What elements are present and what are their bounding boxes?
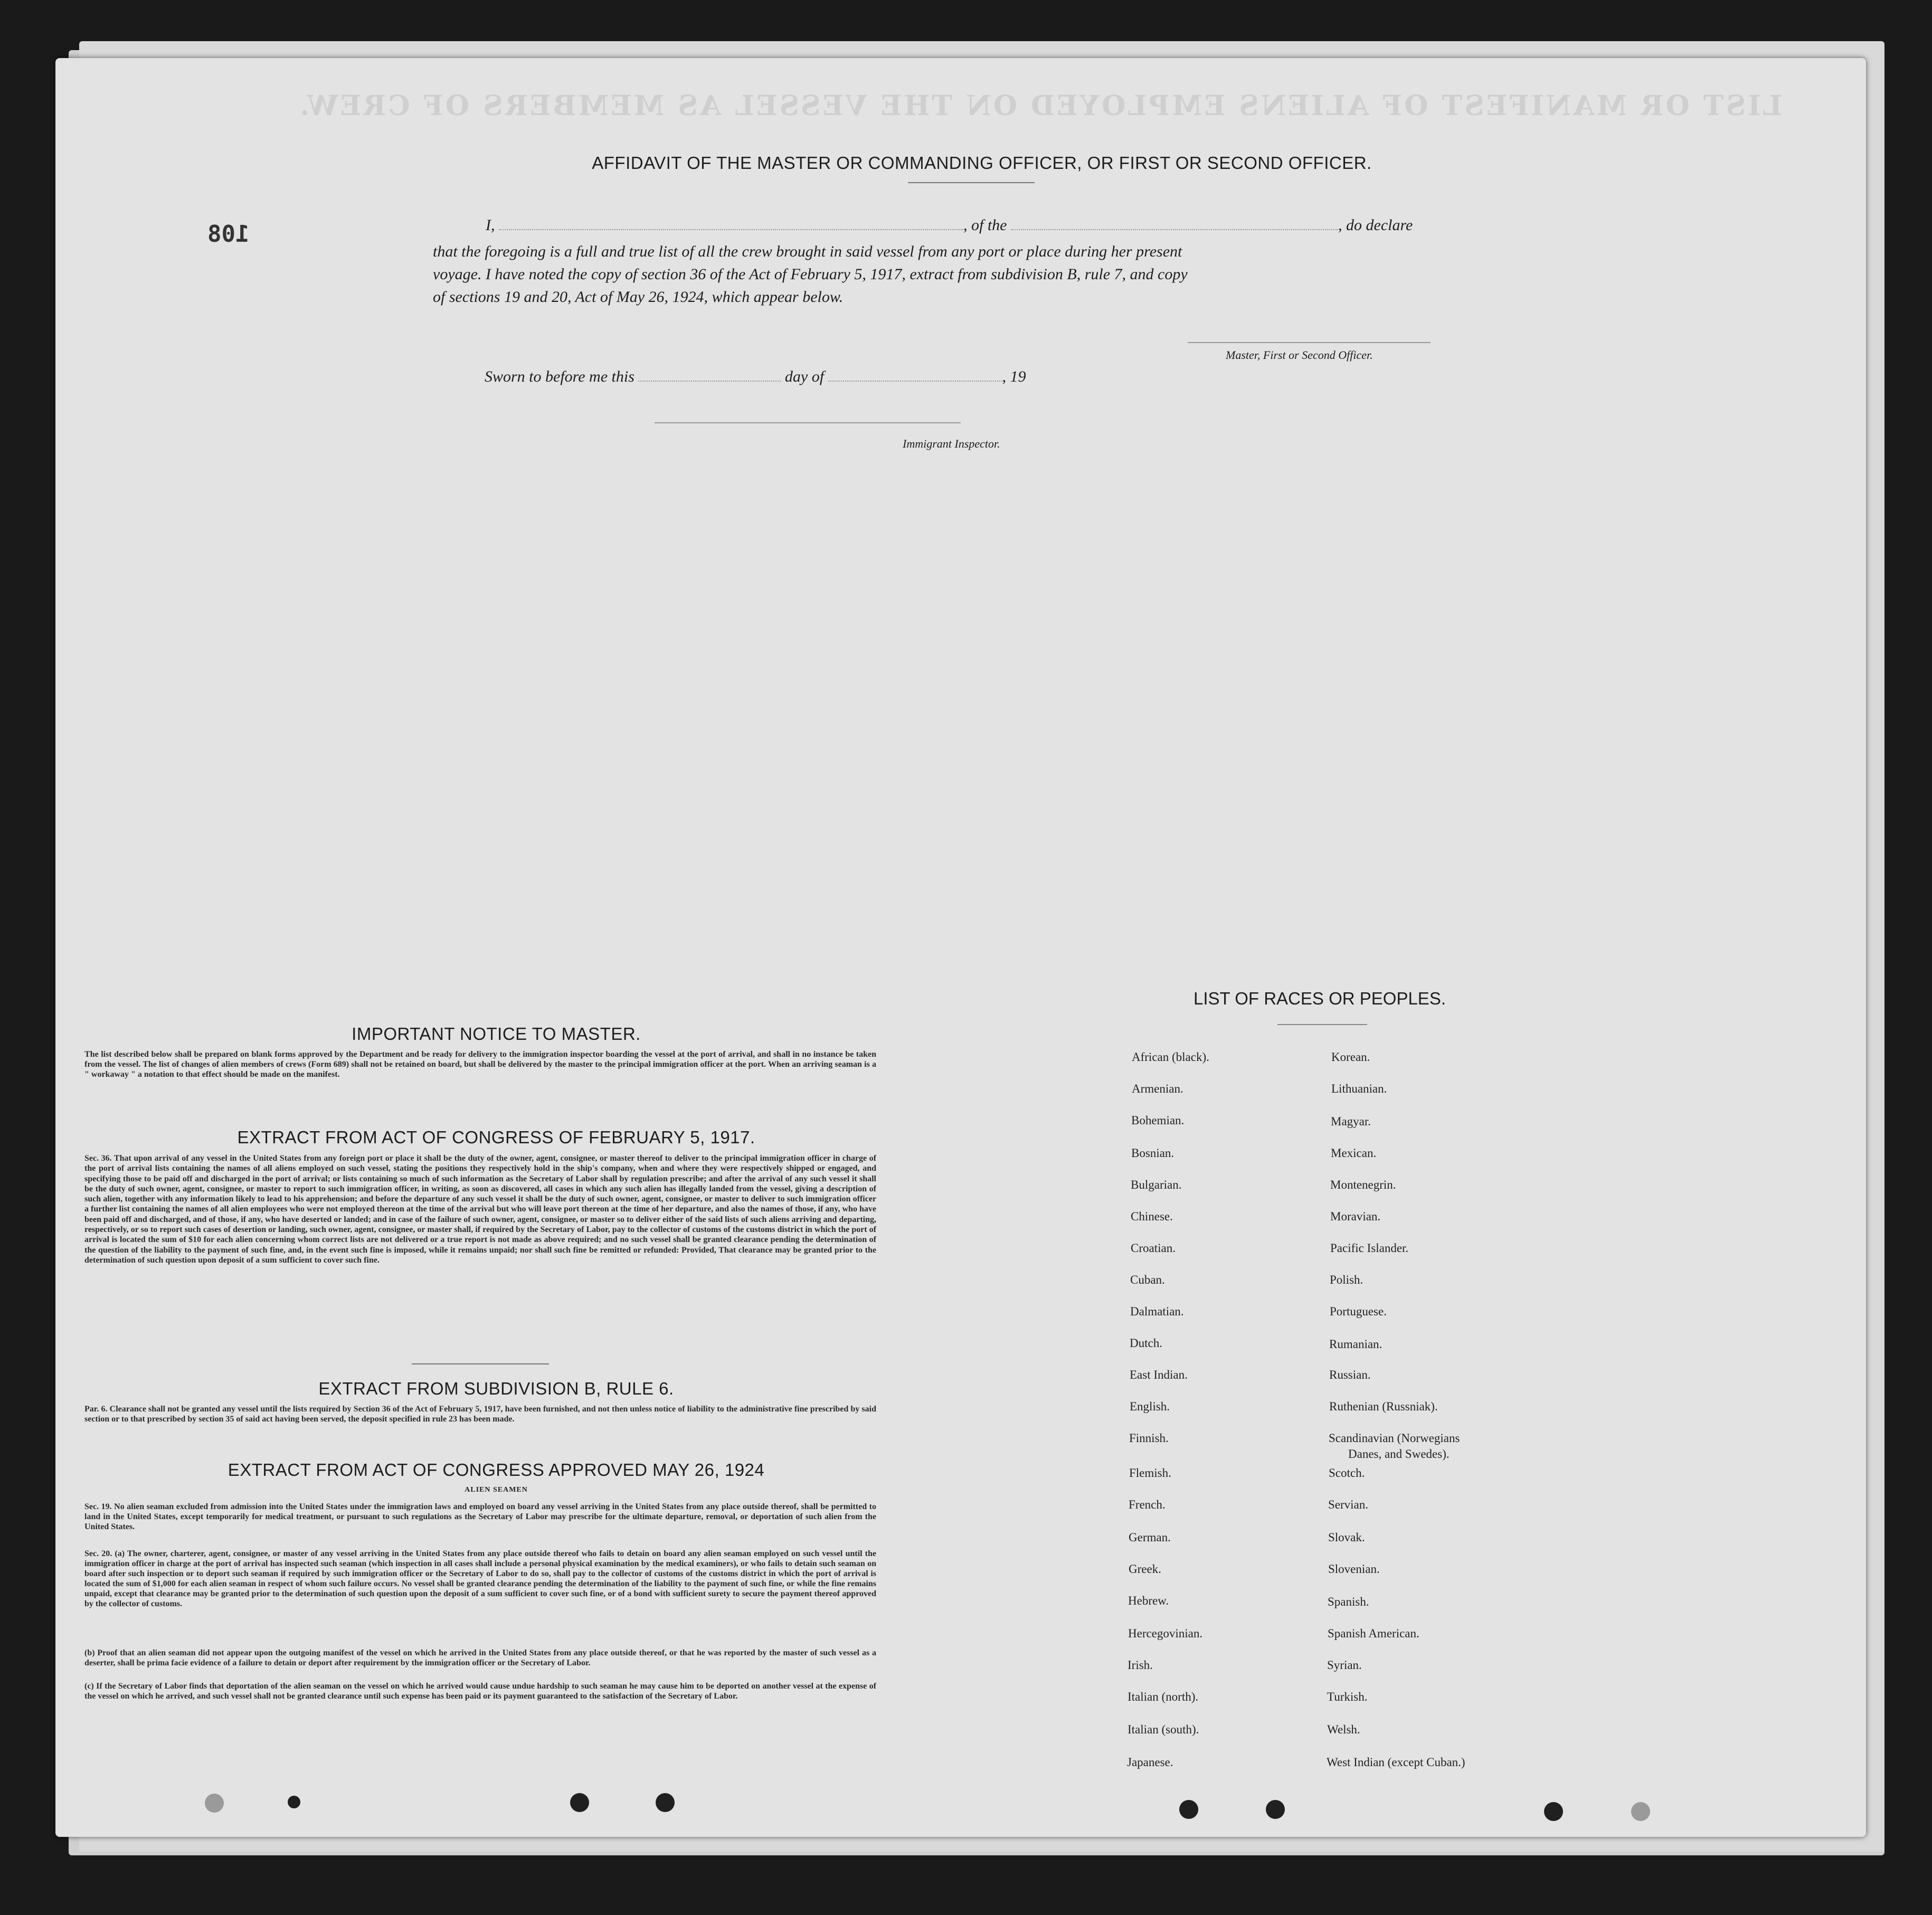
extract-1917-title: EXTRACT FROM ACT OF CONGRESS OF FEBRUARY 5, 1917. bbox=[237, 1127, 755, 1147]
punch-hole bbox=[1179, 1800, 1198, 1819]
divider bbox=[412, 1363, 549, 1364]
affidavit-line-3: voyage. I have noted the copy of section 36 of the Act of February 5, 1917, extract from subdivision B, rule 7, and copy bbox=[433, 266, 1188, 283]
extract-rule6-title: EXTRACT FROM SUBDIVISION B, RULE 6. bbox=[318, 1379, 674, 1398]
affidavit-line-4: of sections 19 and 20, Act of May 26, 1924, which appear below. bbox=[433, 288, 844, 306]
notice-title: IMPORTANT NOTICE TO MASTER. bbox=[352, 1024, 641, 1044]
race-entry: Slovenian. bbox=[1328, 1562, 1380, 1576]
race-entry: Italian (north). bbox=[1128, 1690, 1199, 1703]
sworn-month-field[interactable] bbox=[828, 369, 1002, 382]
divider bbox=[908, 182, 1035, 183]
master-label: Master, First or Second Officer. bbox=[1226, 348, 1373, 362]
race-entry: Hercegovinian. bbox=[1128, 1627, 1203, 1640]
vessel-name-field[interactable] bbox=[1011, 217, 1338, 230]
bleed-through-title: LIST OR MANIFEST OF ALIENS EMPLOYED ON THE VESSEL AS MEMBERS OF CREW. bbox=[298, 90, 1782, 122]
race-entry: Hebrew. bbox=[1128, 1594, 1169, 1607]
master-signature-line[interactable] bbox=[1188, 342, 1431, 343]
punch-hole bbox=[288, 1796, 300, 1808]
race-entry: Armenian. bbox=[1132, 1082, 1183, 1095]
race-entry: Chinese. bbox=[1131, 1210, 1173, 1223]
race-entry: Croatian. bbox=[1131, 1241, 1176, 1255]
page-number: 108 bbox=[207, 221, 250, 248]
race-entry: Greek. bbox=[1129, 1562, 1161, 1576]
inspector-signature-line[interactable] bbox=[655, 422, 961, 423]
race-entry: Spanish American. bbox=[1328, 1627, 1419, 1640]
race-entry: Bulgarian. bbox=[1131, 1178, 1182, 1191]
race-entry: Cuban. bbox=[1130, 1273, 1165, 1286]
race-entry: Dutch. bbox=[1130, 1336, 1162, 1350]
race-entry: Flemish. bbox=[1129, 1466, 1171, 1480]
punch-hole bbox=[205, 1794, 224, 1813]
race-entry: German. bbox=[1129, 1531, 1171, 1544]
extract-1924-title: EXTRACT FROM ACT OF CONGRESS APPROVED MAY 26, 1924 bbox=[228, 1460, 765, 1480]
declarant-name-field[interactable] bbox=[499, 217, 963, 230]
year-label: , 19 bbox=[1002, 368, 1026, 385]
race-entry: Montenegrin. bbox=[1330, 1178, 1396, 1191]
punch-hole bbox=[1266, 1800, 1285, 1819]
affidavit-title: AFFIDAVIT OF THE MASTER OR COMMANDING OFFICER, OR FIRST OR SECOND OFFICER. bbox=[592, 153, 1372, 173]
race-entry: Bohemian. bbox=[1131, 1114, 1185, 1127]
affidavit-line-1 bbox=[486, 216, 1413, 234]
races-title: LIST OF RACES OR PEOPLES. bbox=[1193, 989, 1446, 1008]
race-entry: East Indian. bbox=[1130, 1368, 1188, 1381]
race-entry: Finnish. bbox=[1129, 1431, 1169, 1445]
race-entry: Mexican. bbox=[1331, 1146, 1377, 1160]
sworn-line bbox=[485, 368, 1026, 386]
extract-1917-body: Sec. 36. That upon arrival of any vessel in the United States from any foreign port or place it shall be the duty of the owner, agent, consignee, or master thereof to deliver to the principal immigration officer in charge of the port of arrival lists containing the names of all aliens employed on such vessel, stating the positions they respectively hold in the ship's company, when and where they were respectively shipped or engaged, and specifying those to be paid off and discharged in the port of arrival; or lists containing so much of such information as the Secretary of Labor shall by regulation prescribe; and after the arrival of any such vessel it shall be the duty of such owner, agent, consignee, or master to report to such immigration officer, in writing, as soon as discovered, all cases in which any such alien has illegally landed from the vessel, giving a description of such alien, together with any information likely to lead to his apprehension; and before the departure of any such vessel it shall be the duty of such owner, agent, consignee, or master to deliver to such immigration officer a further list containing the names of all alien employees who were not employed thereon at the time of the arrival but who will leave port thereon at the time of her departure, and also the names of those, if any, who have been paid off and discharged, and of those, if any, who have deserted or landed; and in case of the failure of such owner, agent, consignee, or master so to deliver either of the said lists of such aliens arriving and departing, respectively, or so to report such cases of desertion or landing, such owner, agent, consignee, or master shall, if required by the Secretary of Labor, pay to the collector of customs of the customs district in which the port of arrival is located the sum of $10 for each alien concerning whom correct lists are not delivered or a true report is not made as above required; and no such vessel shall be granted clearance pending the determination of the question of the liability to the payment of such fine, and, in the event such fine is imposed, while it remains unpaid; nor shall such fine be remitted or refunded: Provided, That clearance may be granted prior to the determination of such question upon deposit of a sum sufficient to cover such fine. bbox=[84, 1154, 876, 1265]
race-entry: Spanish. bbox=[1328, 1595, 1369, 1608]
race-entry: Japanese. bbox=[1127, 1756, 1173, 1769]
race-entry: English. bbox=[1130, 1400, 1170, 1413]
race-entry: West Indian (except Cuban.) bbox=[1327, 1756, 1465, 1769]
sworn-day-field[interactable] bbox=[638, 369, 781, 382]
race-entry: Ruthenian (Russniak). bbox=[1329, 1400, 1438, 1413]
day-of-label: day of bbox=[784, 368, 825, 385]
sec20c-body: (c) If the Secretary of Labor finds that deportation of the alien seaman on the vessel on which he arrived would cause undue hardship to such seaman he may cause him to be deported on another vessel at the expense of the vessel on which he arrived, and such vessel shall not be granted clearance until such expense has been paid or its payment guaranteed to the satisfaction of the Secretary of Labor. bbox=[84, 1682, 876, 1701]
notice-body: The list described below shall be prepared on blank forms approved by the Department and be ready for delivery to the immigration inspector boarding the vessel at the port of arrival, and shall in no instance be taken from the vessel. The list of changes of alien members of crews (Form 689) shall not be retained on board, but shall be delivered by the master to the principal immigration officer at the port. When an arriving seaman is a " workaway " a notation to that effect should be made on the manifest. bbox=[84, 1050, 876, 1079]
race-entry: Scotch. bbox=[1329, 1466, 1365, 1480]
punch-hole bbox=[1631, 1802, 1650, 1821]
race-entry: Magyar. bbox=[1331, 1115, 1371, 1128]
vessel-label: , of the bbox=[963, 216, 1007, 234]
race-entry: Portuguese. bbox=[1330, 1305, 1387, 1318]
sec19-body: Sec. 19. No alien seaman excluded from admission into the United States under the immigration laws and employed on board any vessel arriving in the United States from any place outside thereof, shall be permitted to land in the United States, except temporarily for medical treatment, or pursuant to such regulations as the Secretary of Labor may prescribe for the ultimate departure, removal, or deportation of such alien from the United States. bbox=[84, 1502, 876, 1531]
race-entry: Lithuanian. bbox=[1331, 1082, 1387, 1095]
affidavit-line-2: that the foregoing is a full and true list of all the crew brought in said vessel from any port or place during her present bbox=[433, 243, 1182, 260]
race-entry: Slovak. bbox=[1328, 1531, 1365, 1544]
race-entry: Italian (south). bbox=[1128, 1723, 1199, 1736]
punch-hole bbox=[656, 1793, 675, 1812]
sworn-label: Sworn to before me this bbox=[485, 368, 634, 385]
race-entry: African (black). bbox=[1132, 1050, 1209, 1064]
race-entry: Polish. bbox=[1330, 1273, 1363, 1286]
race-entry: Bosnian. bbox=[1131, 1146, 1175, 1160]
race-entry: Turkish. bbox=[1327, 1690, 1368, 1703]
race-entry: Korean. bbox=[1331, 1050, 1370, 1064]
alien-seamen-subtitle: ALIEN SEAMEN bbox=[465, 1486, 528, 1494]
race-entry: Dalmatian. bbox=[1130, 1305, 1184, 1318]
punch-hole bbox=[570, 1793, 589, 1812]
extract-rule6-body: Par. 6. Clearance shall not be granted any vessel until the lists required by Section 36 of the Act of February 5, 1917, have been furnished, and not then unless notice of liability to the administrative fine prescribed by said section or to that prescribed by section 35 of said act having been served, the deposit specified in rule 23 has been made. bbox=[84, 1405, 876, 1424]
race-entry: Irish. bbox=[1128, 1658, 1153, 1672]
race-entry: Servian. bbox=[1328, 1498, 1369, 1511]
inspector-label: Immigrant Inspector. bbox=[903, 437, 1000, 450]
race-entry: Scandinavian (Norwegians bbox=[1329, 1431, 1460, 1445]
race-entry: Welsh. bbox=[1327, 1723, 1360, 1736]
race-entry: Moravian. bbox=[1330, 1210, 1381, 1223]
race-entry: Pacific Islander. bbox=[1330, 1241, 1409, 1255]
punch-hole bbox=[1544, 1802, 1563, 1821]
race-entry: Rumanian. bbox=[1329, 1338, 1382, 1351]
race-entry: Danes, and Swedes). bbox=[1348, 1447, 1450, 1461]
declarant-label: I, bbox=[486, 216, 495, 234]
divider bbox=[1277, 1024, 1367, 1025]
declare-label: , do declare bbox=[1338, 216, 1413, 234]
race-entry: Russian. bbox=[1329, 1368, 1371, 1381]
race-entry: French. bbox=[1129, 1498, 1166, 1511]
race-entry: Syrian. bbox=[1327, 1658, 1362, 1672]
sec20b-body: (b) Proof that an alien seaman did not appear upon the outgoing manifest of the vessel on which he arrived in the United States from any place outside thereof, or that he was reported by the master of such vessel as a deserter, shall be prima facie evidence of a failure to detain or deport after requirement by the immigration officer or the Secretary of Labor. bbox=[84, 1648, 876, 1667]
sec20a-body: Sec. 20. (a) The owner, charterer, agent, consignee, or master of any vessel arriving in the United States from any place outside thereof who fails to detain on board any alien seaman employed on such vessel until the immigration officer in charge at the port of arrival has inspected such seaman (which inspection in all cases shall include a personal physical examination by the medical examiners), or who fails to detain such seaman on board after such inspection or to deport such seaman if required by such immigration officer or the Secretary of Labor to do so, shall pay to the collector of customs of the customs district in which the port of arrival is located the sum of $1,000 for each alien seaman in respect of whom such failure occurs. No vessel shall be granted clearance pending the determination of the liability to the payment of such fine, or while the fine remains unpaid, except that clearance may be granted prior to the determination of such question upon the deposit of a sum sufficient to cover such fine, or of a bond with sufficient surety to secure the payment thereof approved by the collector of customs. bbox=[84, 1549, 876, 1608]
